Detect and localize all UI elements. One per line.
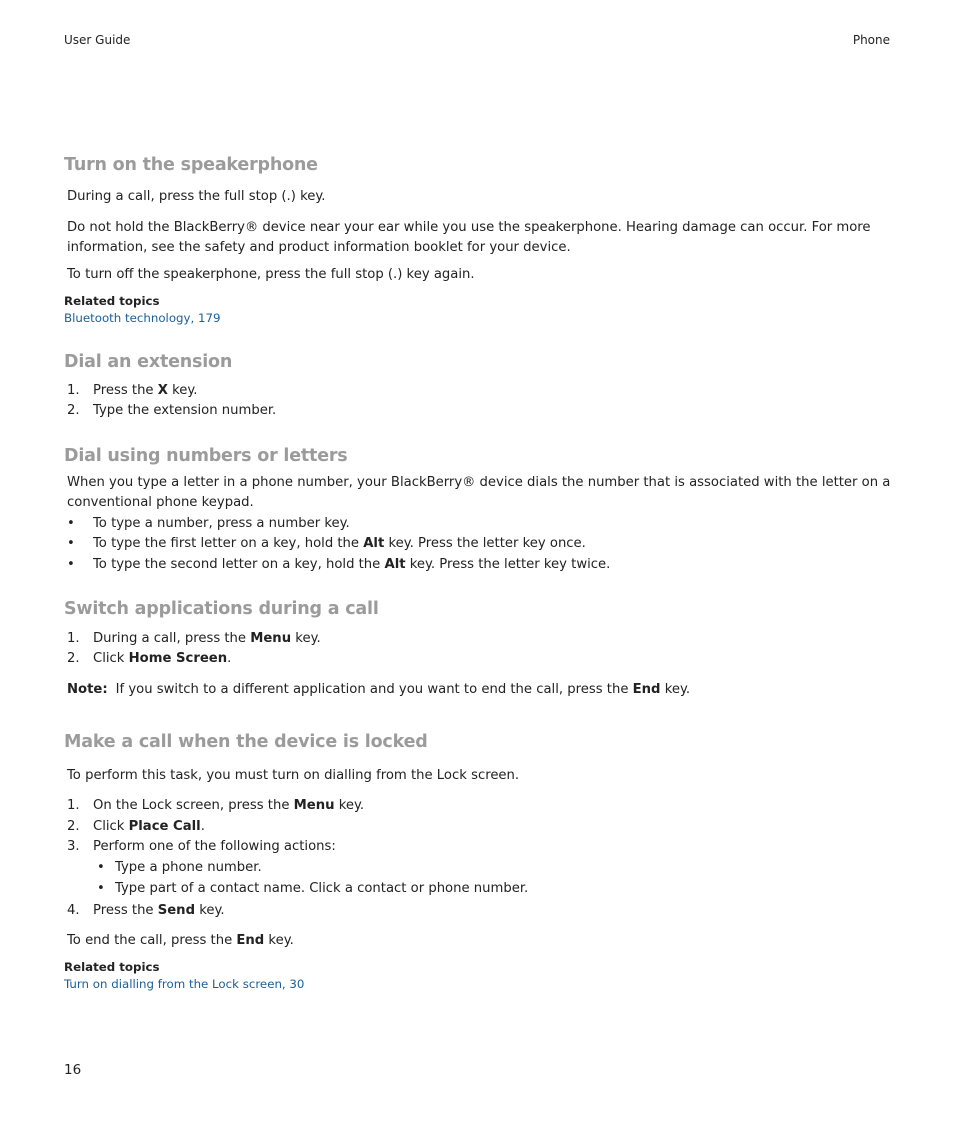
speakerphone-step: During a call, press the full stop (.) key. [67,189,326,204]
section-title-speakerphone: Turn on the speakerphone [64,155,318,175]
bullet: • [97,860,105,875]
note: Note: If you switch to a different application and you want to end the call, press the End key. [67,682,691,697]
section-title-dial-extension: Dial an extension [64,352,233,372]
related-topics-label: Related topics [64,960,160,974]
related-topic-link-lock-screen[interactable]: Turn on dialling from the Lock screen, 30 [64,977,305,991]
page-number: 16 [64,1062,82,1078]
speakerphone-warning: Do not hold the BlackBerry® device near your ear while you use the speakerphone. Hearing damage can occur. For more information, see the safety and product information booklet for your device. [67,220,871,255]
step-number: 2. [67,651,80,666]
dial-letters-intro: When you type a letter in a phone number, your BlackBerry® device dials the number that is associated with the letter on a conventional phone keypad. [67,475,891,510]
list-item: During a call, press the Menu key. [93,631,321,646]
list-item: Perform one of the following actions: [93,839,336,854]
related-topics-label: Related topics [64,294,160,308]
list-item: On the Lock screen, press the Menu key. [93,798,365,813]
list-item: To type a number, press a number key. [93,516,350,531]
step-number: 1. [67,631,80,646]
list-item: Type part of a contact name. Click a contact or phone number. [115,881,529,896]
prerequisite-text: To perform this task, you must turn on dialling from the Lock screen. [67,768,520,783]
step-number: 1. [67,383,80,398]
speakerphone-off-text: To turn off the speakerphone, press the full stop (.) key again. [67,267,475,282]
list-item: Press the X key. [93,383,198,398]
step-number: 4. [67,903,80,918]
end-call-text: To end the call, press the End key. [67,933,294,948]
bullet: • [67,516,75,531]
step-number: 3. [67,839,80,854]
list-item: Click Place Call. [93,819,205,834]
running-header-left: User Guide [64,33,131,47]
bullet: • [97,881,105,896]
step-number: 2. [67,403,80,418]
note-label: Note: [67,682,108,697]
section-title-switch-apps: Switch applications during a call [64,599,379,619]
list-item: To type the first letter on a key, hold the Alt key. Press the letter key once. [93,536,586,551]
list-item: Press the Send key. [93,903,225,918]
running-header-right: Phone [852,33,890,47]
section-title-dial-letters: Dial using numbers or letters [64,446,348,466]
bullet: • [67,536,75,551]
related-topic-link-bluetooth[interactable]: Bluetooth technology, 179 [64,311,221,325]
step-number: 1. [67,798,80,813]
list-item: To type the second letter on a key, hold the Alt key. Press the letter key twice. [93,557,611,572]
list-item: Click Home Screen. [93,651,232,666]
step-number: 2. [67,819,80,834]
bullet: • [67,557,75,572]
list-item: Type a phone number. [115,860,262,875]
list-item: Type the extension number. [93,403,277,418]
section-title-locked-call: Make a call when the device is locked [64,732,428,752]
